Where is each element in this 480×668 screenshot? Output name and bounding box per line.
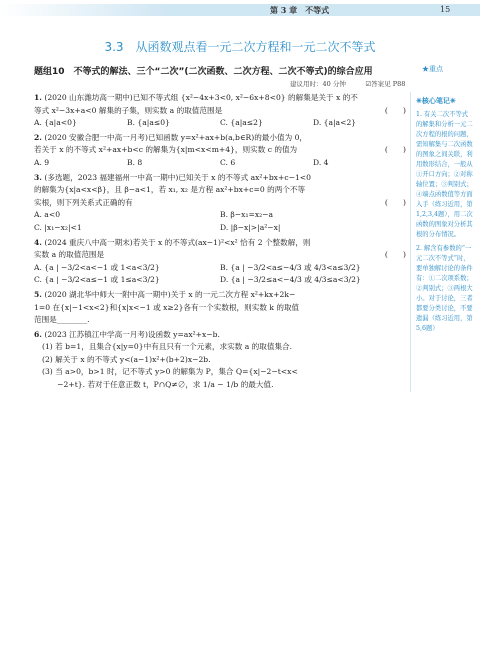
question-line — [34, 144, 406, 157]
sub-question: −2+t}. 若对于任意正数 t，P∩Q≠∅，求 1/a − 1/b 的最大值. — [42, 380, 274, 390]
question-line — [34, 329, 406, 342]
question-line — [34, 105, 406, 118]
option-d: D. |β−x|>|a²−x| — [220, 222, 281, 232]
option-d: D. {a | −3/2≤a<−4/3 或 4/3≤a<3/2} — [220, 275, 361, 285]
key-point-tag: ★重点 — [422, 65, 443, 73]
option-a: A. {a|a<0} — [34, 118, 77, 128]
side-divider — [410, 92, 411, 392]
answer-blank: ( ) — [384, 145, 406, 155]
question-text: 等式 x²−3x+a<0 解集的子集，则实数 a 的取值范围是 — [34, 105, 223, 115]
group-heading: 题组10 不等式的解法、三个“二次”(二次函数、二次方程、二次不等式)的综合应用 — [34, 67, 373, 77]
option-c: C. {a|a≤2} — [220, 118, 263, 128]
question-text: 若关于 x 的不等式 x²+ax+b<c 的解集为{x|m<x<m+4}，则实数 c 的值为 — [34, 145, 298, 155]
option-b: B. {a|a≤0} — [127, 118, 170, 128]
option-d: D. {a|a<2} — [313, 118, 357, 128]
question-text: 的解集为{x|a<x<β}，且 β−a<1，若 x₁, x₂ 是方程 ax²+bx+c=0 的两个不等 — [34, 185, 306, 195]
questions-area — [34, 92, 406, 394]
option-c: C. {a | −3/2<a≤−1 或 1≤a<3/2} — [34, 275, 160, 285]
question-text: 范围是________. — [34, 315, 90, 325]
question-line — [34, 249, 406, 262]
sub-question: (3) 当 a>0，b>1 时，记不等式 y>0 的解集为 P，集合 Q={x|−2−t<x< — [42, 367, 298, 377]
header-band — [0, 4, 480, 16]
question-text: (2020 山东潍坊高一期中)已知不等式组 {x²−4x+3<0, x²−6x+8<0} 的解集是关于 x 的不 — [44, 93, 358, 102]
question-line — [34, 197, 406, 210]
question-1 — [34, 92, 406, 130]
question-text: 实数 a 的取值范围是 — [34, 250, 105, 260]
question-line — [34, 132, 406, 145]
question-number: 4. — [34, 237, 42, 247]
question-text: (2024 重庆八中高一期末)若关于 x 的不等式(ax−1)²<x² 恰有 2 个整数解，则 — [44, 237, 311, 247]
side-paragraph: 1. 有关二次不等式的解集和分析一元二次方程的根的问题，需知解集与二次函数的图象之间关联，利用数形结合，一般从①开口方向；②对称轴位置；③判别式；④端点函数值等方面入手（练习近用，第1,2,3,4题），用二次函数的图象对分析其根的分布情况。 — [416, 111, 473, 238]
question-3 — [34, 172, 406, 235]
option-b: B. {a | −3/2<a≤−4/3 或 4/3<a≤3/2} — [220, 262, 361, 272]
question-text: 1=0 在{x|−1<x<2}和{x|x<−1 或 x≥2}各有一个实数根，则实数 k 的取值 — [34, 302, 300, 312]
side-paragraph: 2. 解含有参数的“一元二次不等式”时，要单独解讨论的条件有：①二次项系数；②判别式；③两根大小。对于讨论，三者都要分类讨论，不要遗漏（练习近用，第5,6题） — [416, 245, 473, 332]
question-line — [34, 92, 406, 105]
question-2 — [34, 132, 406, 170]
question-line — [34, 314, 406, 327]
option-c: C. |x₁−x₂|<1 — [34, 222, 82, 232]
options-row — [34, 209, 406, 234]
question-text: (多选题，2023 福建福州一中高一期中)已知关于 x 的不等式 ax²+bx+c−1<0 — [44, 172, 311, 182]
question-text: (2020 安徽合肥一中高一月考)已知函数 y=x²+ax+b(a,b∈R)的最小值为 0， — [44, 132, 307, 142]
question-text: 实根，则下列关系式正确的有 — [34, 197, 133, 207]
side-notes — [416, 96, 474, 338]
question-text: (2023 江苏镇江中学高一月考)设函数 y=ax²+x−b. — [44, 329, 220, 339]
section-title: 3.3 从函数观点看一元二次方程和一元二次不等式 — [104, 40, 376, 54]
question-4 — [34, 237, 406, 287]
side-heading: ✳核心笔记✳ — [416, 96, 456, 105]
answer-blank: ( ) — [384, 250, 406, 260]
option-a: A. a<0 — [34, 210, 61, 220]
question-number: 6. — [34, 329, 42, 339]
question-line — [34, 289, 406, 302]
sub-question: (1) 若 b=1，且集合{x|y=0}中有且只有一个元素，求实数 a 的取值集合. — [42, 342, 293, 352]
question-number: 3. — [34, 172, 42, 182]
question-line — [34, 184, 406, 197]
page-header — [0, 0, 480, 20]
option-b: B. β−x₁=x₂−a — [220, 210, 274, 220]
option-a: A. {a | −3/2<a<−1 或 1<a<3/2} — [34, 262, 160, 272]
question-number: 1. — [34, 93, 42, 102]
question-line — [34, 237, 406, 250]
chapter-label: 第 3 章 不等式 — [270, 5, 330, 15]
question-line — [34, 172, 406, 185]
page-number: 15 — [440, 5, 451, 14]
option-c: C. 6 — [220, 157, 236, 167]
question-line — [34, 302, 406, 315]
options-row — [34, 117, 406, 130]
option-a: A. 9 — [34, 157, 50, 167]
answer-blank: ( ) — [384, 197, 406, 207]
option-b: B. 8 — [127, 157, 143, 167]
meta-line: 建议用时：40 分钟 ☑答案见 P88 — [290, 80, 406, 88]
question-5 — [34, 289, 406, 327]
question-6 — [34, 329, 406, 392]
sub-question: (2) 解关于 x 的不等式 y<(a−1)x²+(b+2)x−2b. — [42, 354, 211, 364]
options-row — [34, 157, 406, 170]
question-number: 2. — [34, 132, 42, 142]
question-number: 5. — [34, 289, 42, 299]
options-row — [34, 262, 406, 287]
answer-blank: ( ) — [384, 105, 406, 115]
question-text: (2020 湖北华中师大一附中高一期中)关于 x 的一元二次方程 x²+kx+2k− — [44, 289, 296, 299]
option-d: D. 4 — [313, 157, 329, 167]
